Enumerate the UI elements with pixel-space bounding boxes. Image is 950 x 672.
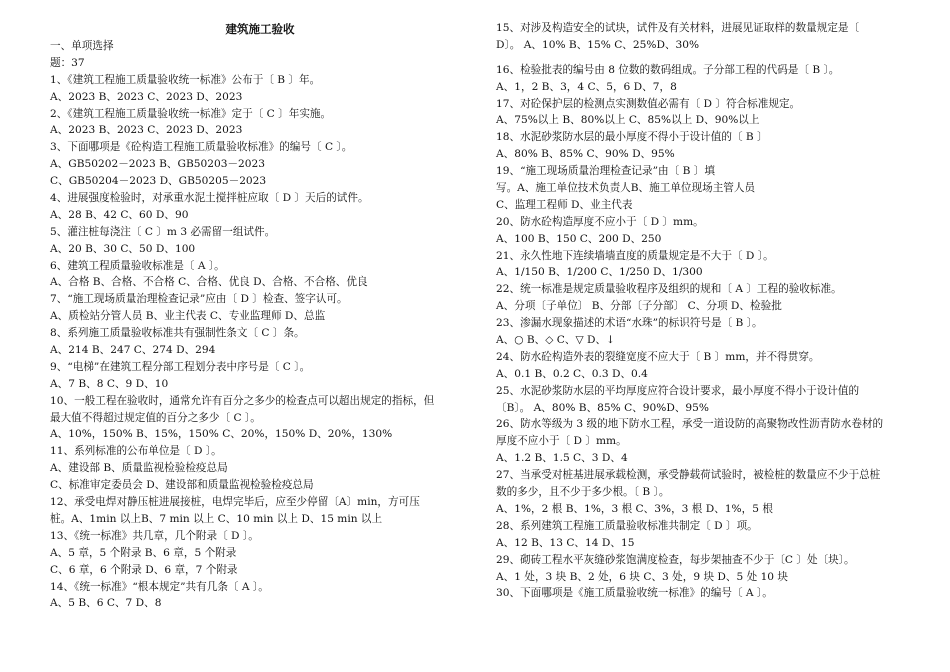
text-line: 最大值不得超过规定值的百分之多少〔 C 〕。: [50, 411, 261, 424]
right-column: [496, 20, 926, 602]
text-line: A、75%以上 B、80%以上 C、85%以上 D、90%以上: [496, 114, 760, 127]
text-line: 〔B〕。 A、80% B、85% C、90%D、95%: [496, 401, 709, 414]
text-line: 30、下面哪项是《施工质量验收统一标准》的编号〔 A 〕。: [496, 587, 773, 600]
text-line: 10、一般工程在验收时，通常允许有百分之多少的检查点可以超出规定的指标，但: [50, 394, 435, 407]
text-line: 17、对砼保护层的检测点实测数值必需有〔 D 〕符合标准规定。: [496, 97, 801, 110]
text-line: A、1，2 B、3，4 C、5，6 D、7，8: [496, 80, 677, 93]
text-line: A、GB50202－2023 B、GB50203－2023: [50, 158, 265, 171]
text-line: A、100 B、150 C、200 D、250: [496, 232, 662, 245]
text-line: C、GB50204－2023 D、GB50205－2023: [50, 175, 267, 188]
text-line: 23、渗漏水现象描述的术语“水珠”的标识符号是〔 B 〕。: [496, 317, 763, 330]
text-line: A、5 B、6 C、7 D、8: [50, 597, 162, 610]
text-line: A、质检站分管人员 B、业主代表 C、专业监理师 D、总监: [50, 310, 326, 323]
text-line: 3、下面哪项是《砼构造工程施工质量验收标准》的编号〔 C 〕。: [50, 141, 353, 154]
text-line: 题：37: [50, 56, 85, 69]
text-line: A、合格 B、合格、不合格 C、合格、优良 D、合格、不合格、优良: [50, 276, 368, 289]
text-line: A、建设部 B、质量监视检验检疫总局: [50, 462, 228, 475]
text-line: A、1.2 B、1.5 C、3 D、4: [496, 452, 628, 465]
text-line: A、1%，2 根 B、1%，3 根 C、3%，3 根 D、1%，5 根: [496, 502, 773, 515]
text-line: C、标准审定委员会 D、建设部和质量监视检验检疫总局: [50, 479, 314, 492]
text-line: 25、水泥砂浆防水层的平均厚度应符合设计要求，最小厚度不得小于设计值的: [496, 384, 860, 397]
text-line: 14、《统一标准》“根本规定”共有几条〔 A 〕。: [50, 580, 269, 593]
text-line: 22、统一标准是规定质量验收程序及组织的规和〔 A 〕工程的验收标准。: [496, 283, 842, 296]
document-title: 建筑施工验收: [225, 22, 295, 36]
text-line: 29、砌砖工程水平灰缝砂浆饱满度检查，每步架抽查不少于〔C 〕处〔块〕。: [496, 553, 855, 566]
text-line: A、214 B、247 C、274 D、294: [50, 344, 216, 357]
text-line: 24、防水砼构造外表的裂缝宽度不应大于〔 B 〕mm，并不得贯穿。: [496, 350, 820, 363]
text-line: 4、进展强度检验时，对承重水泥土搅拌桩应取〔 D 〕天后的试件。: [50, 192, 369, 205]
right-question-list: [496, 20, 926, 602]
text-line: A、1 处，3 块 B、2 处，6 块 C、3 处，9 块 D、5 处 10 块: [496, 570, 789, 583]
text-line: 一、单项选择: [50, 40, 114, 52]
text-line: 28、系列建筑工程施工质量验收标准共制定〔 D 〕项。: [496, 519, 758, 532]
text-line: 2、《建筑工程施工质量验收统一标准》定于〔 C 〕年实施。: [50, 107, 332, 120]
text-line: 11、系列标准的公布单位是〔 D 〕。: [50, 445, 222, 458]
text-line: 6、建筑工程质量验收标准是〔 A 〕。: [50, 259, 225, 272]
text-line: 8、系列施工质量验收标准共有强制性条文〔 C 〕条。: [50, 327, 305, 340]
text-line: A、○ B、◇ C、▽ D、↓: [496, 334, 615, 347]
text-line: A、1/150 B、1/200 C、1/250 D、1/300: [496, 266, 703, 279]
text-line: A、80% B、85% C、90% D、95%: [496, 148, 675, 161]
text-line: 18、水泥砂浆防水层的最小厚度不得小于设计值的〔 B 〕: [496, 131, 768, 144]
text-line: A、20 B、30 C、50 D、100: [50, 242, 196, 255]
text-line: A、2023 B、2023 C、2023 D、2023: [50, 90, 243, 103]
text-line: A、7 B、8 C、9 D、10: [50, 377, 169, 390]
text-line: A、0.1 B、0.2 C、0.3 D、0.4: [496, 367, 648, 380]
text-line: 20、防水砼构造厚度不应小于〔 D 〕mm。: [496, 215, 704, 228]
text-line: A、10%，150% B、15%，150% C、20%，150% D、20%，130%: [50, 428, 393, 441]
text-line: 桩。A、1min 以上B、7 min 以上 C、10 min 以上 D、15 min 以上: [50, 512, 383, 525]
text-line: 写。A、施工单位技术负责人B、施工单位现场主管人员: [496, 182, 756, 195]
text-line: D〕。 A、10% B、15% C、25%D、30%: [496, 38, 700, 51]
text-line: 9、“电梯”在建筑工程分部工程划分表中序号是〔 C 〕。: [50, 360, 311, 373]
text-line: 厚度不应小于〔 D 〕mm。: [496, 435, 627, 448]
text-line: 5、灌注桩每浇注〔 C 〕m 3 必需留一组试件。: [50, 225, 276, 238]
text-line: 26、防水等级为 3 级的地下防水工程，承受一道设防的高聚物改性沥青防水卷材的: [496, 418, 884, 431]
text-line: 1、《建筑工程施工质量验收统一标准》公布于〔 B 〕年。: [50, 73, 321, 86]
text-line: 15、对涉及构造安全的试块，试件及有关材料，进展见证取样的数量规定是〔: [496, 22, 860, 34]
text-line: [496, 54, 926, 62]
text-line: 21、永久性地下连续墙墙直度的质量规定是不大于〔 D 〕。: [496, 249, 774, 262]
text-line: A、12 B、13 C、14 D、15: [496, 536, 635, 549]
text-line: 13、《统一标准》共几章，几个附录〔 D 〕。: [50, 529, 259, 542]
text-line: A、分项〔子单位〕 B、分部〔子分部〕 C、分项 D、检验批: [496, 300, 782, 313]
text-line: 16、检验批表的编号由 8 位数的数码组成。子分部工程的代码是〔 B 〕。: [496, 63, 840, 76]
text-line: 27、当承受对桩基进展承载检测，承受静载荷试验时，被检桩的数量应不少于总桩: [496, 469, 881, 482]
left-question-list: [50, 38, 470, 612]
text-line: A、5 章，5 个附录 B、6 章，5 个附录: [50, 546, 237, 559]
text-line: A、28 B、42 C、60 D、90: [50, 208, 189, 221]
text-line: A、2023 B、2023 C、2023 D、2023: [50, 124, 243, 137]
text-line: 7、“施工现场质量治理检查记录”应由〔 D 〕检查、签字认可。: [50, 293, 348, 306]
text-line: C、监理工程师 D、业主代表: [496, 198, 633, 211]
text-line: 19、“施工现场质量治理检查记录”由〔 B 〕填: [496, 165, 715, 178]
text-line: 数的多少，且不少于多少根。〔 B 〕。: [496, 486, 670, 499]
text-line: C、6 章，6 个附录 D、6 章，7 个附录: [50, 563, 238, 576]
text-line: 12、承受电焊对静压桩进展接桩，电焊完毕后，应至少停留〔A〕min，方可压: [50, 496, 420, 509]
left-column: [50, 20, 470, 612]
